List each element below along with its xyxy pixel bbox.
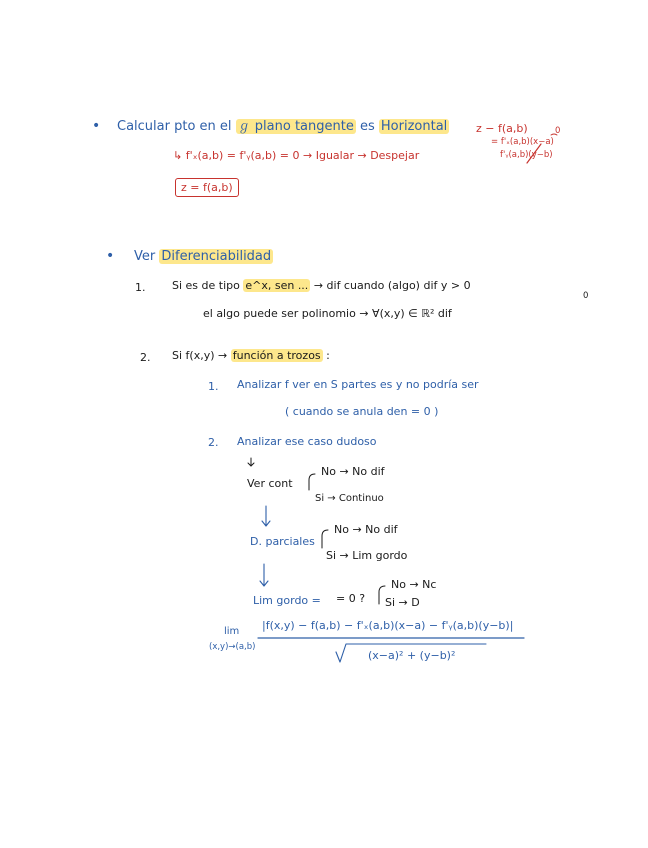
title-mid: es	[359, 119, 375, 134]
bracket-icon	[322, 530, 328, 548]
section1-title	[117, 120, 449, 133]
item1-line2: el algo puede ser polinomio → ∀(x,y) ∈ ℝ² dif	[203, 307, 452, 320]
lim-gordo-si: Si → D	[385, 596, 420, 609]
limit-denominator: (x−a)² + (y−b)²	[368, 649, 456, 662]
item1-line1	[172, 280, 471, 291]
item2-number: 2.	[140, 351, 151, 364]
item1-text-a: Si es de tipo	[172, 279, 240, 292]
condition-formula: ↳ f'ₓ(a,b) = f'ᵧ(a,b) = 0 → Igualar → Despejar	[173, 149, 420, 162]
bullet: •	[92, 118, 101, 134]
lim-gordo-no: No → Nc	[391, 578, 437, 591]
side-formula-zero: 0	[555, 126, 561, 136]
sub2-number: 2.	[208, 436, 219, 449]
title-prefix: Calcular pto en el	[117, 119, 232, 134]
arrow-down-icon	[262, 521, 270, 526]
side-formula-line1: z − f(a,b)	[476, 122, 528, 135]
ver-cont-no: No → No dif	[321, 465, 385, 478]
bullet: •	[106, 248, 115, 264]
title-highlight-horizontal: Horizontal	[380, 119, 448, 134]
sub1-note: ( cuando se anula den = 0 )	[285, 405, 439, 418]
sub1-text: Analizar f ver en S partes es y no podría ser	[237, 378, 479, 391]
ver-cont-si: Si → Continuo	[315, 493, 384, 504]
limit-subscript: (x,y)→(a,b)	[209, 642, 256, 652]
title-prefix: Ver	[134, 249, 156, 264]
bracket-icon	[309, 474, 315, 490]
item2-highlight: función a trozos	[232, 349, 321, 362]
arrow-down-icon	[260, 581, 268, 586]
item1-number: 1.	[135, 281, 146, 294]
side-formula-line2: = f'ₓ(a,b)(x−a)	[491, 137, 554, 147]
title-highlight-diferenciabilidad: Diferenciabilidad	[161, 249, 272, 264]
lim-gordo-question: = 0 ?	[336, 592, 366, 605]
sub1-number: 1.	[208, 380, 219, 393]
d-parciales-no: No → No dif	[334, 523, 398, 536]
z-equation-box	[175, 178, 239, 197]
sub2-text: Analizar ese caso dudoso	[237, 435, 377, 448]
item1-highlight: e^x, sen ...	[245, 279, 309, 292]
z-equation: z = f(a,b)	[181, 181, 233, 194]
section2-title	[134, 250, 273, 263]
arrow-down-icon	[248, 463, 254, 466]
item1-zero: 0	[583, 291, 589, 301]
d-parciales: D. parciales	[250, 535, 315, 548]
title-highlight-plano: ℊ plano tangente	[237, 119, 354, 134]
lim-gordo: Lim gordo =	[253, 594, 321, 607]
limit-word: lim	[224, 626, 240, 637]
item2-text-a: Si f(x,y) →	[172, 349, 228, 362]
item1-text-b: → dif cuando (algo) dif y > 0	[313, 279, 471, 292]
ver-cont: Ver cont	[247, 477, 293, 490]
item2-text-b: :	[326, 349, 330, 362]
item2-line1	[172, 350, 330, 361]
side-formula-line3: f'ᵧ(a,b)(y−b)	[500, 150, 553, 160]
limit-numerator: |f(x,y) − f(a,b) − f'ₓ(a,b)(x−a) − f'ᵧ(a,b)(y−b)|	[262, 619, 514, 632]
d-parciales-si: Si → Lim gordo	[326, 549, 408, 562]
